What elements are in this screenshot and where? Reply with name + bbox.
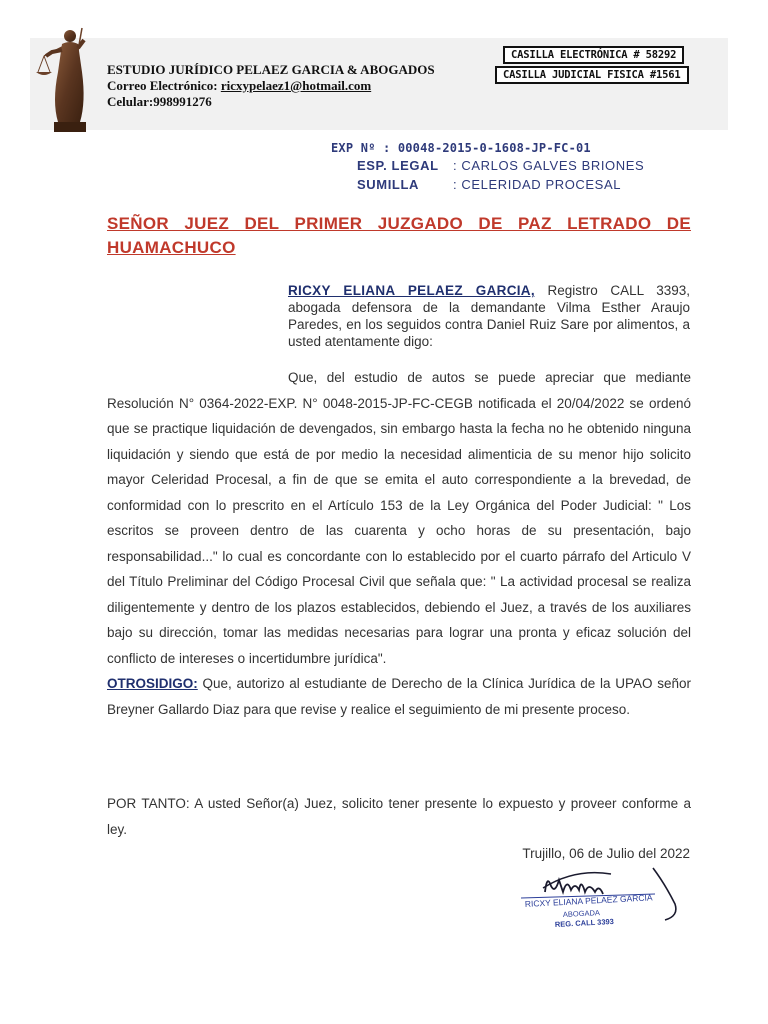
- main-paragraph: Que, del estudio de autos se puede apreciar que mediante Resolución N° 0364-2022-EXP. N° 0048-2015-JP-FC-CEGB notificada el 20/04/2022 se ordenó que se practique liquidación de devengados, sin embargo hasta la fecha no he obtenido ninguna liquidación y siendo que está de por medio la necesidad alimenticia de su menor hijo solicito mayor Celeridad Procesal, a fin de que se emita el auto correspondiente a la brevedad, de conformidad con lo prescrito en el Artículo 153 de la Ley Orgánica del Poder Judicial: " Los escritos se proveen dentro de las cuarenta y ocho horas de su presentación, bajo responsabilidad..." lo cual es concordante con lo establecido por el cuarto párrafo del Articulo V del Título Preliminar del Código Procesal Civil que señala que: " La actividad procesal se realiza diligentemente y dentro de los plazos establecidos, debiendo el Juez, a través de los auxiliares bajo su dirección, tomar las medidas necesarias para lograr una pronta y eficaz solución del conflicto de intereses o incertidumbre jurídica".: [107, 370, 691, 666]
- firm-info: [107, 62, 437, 110]
- addressee-heading: SEÑOR JUEZ DEL PRIMER JUZGADO DE PAZ LETRADO DE HUAMACHUCO: [107, 214, 691, 257]
- firm-name: ESTUDIO JURÍDICO PELAEZ GARCIA & ABOGADOS: [107, 62, 435, 77]
- closing-paragraph: POR TANTO: A usted Señor(a) Juez, solicito tener presente lo expuesto y proveer conforme a ley.: [107, 796, 691, 837]
- document-body: [107, 365, 691, 722]
- casilla-electronica-box: CASILLA ELECTRÓNICA # 58292: [503, 46, 684, 64]
- stamp-name: RICXY ELIANA PELAEZ GARCIA: [524, 892, 653, 909]
- signature-stamp: [515, 864, 695, 934]
- sumilla: [357, 177, 621, 192]
- casilla-judicial-box: CASILLA JUDICIAL FISICA #1561: [495, 66, 689, 84]
- firm-email-line: [107, 78, 437, 94]
- otrosi-paragraph: [107, 671, 691, 722]
- sumilla-value: : CELERIDAD PROCESAL: [453, 177, 622, 192]
- email-label: Correo Electrónico:: [107, 78, 218, 93]
- expediente-number: EXP Nº : 00048-2015-0-1608-JP-FC-01: [331, 141, 591, 155]
- especialista-legal: [357, 158, 644, 173]
- intro-text: Registro CALL 3393, abogada defensora de la demandante Vilma Esther Araujo Paredes, en los seguidos contra Daniel Ruiz Sare por alimentos, a usted atentamente digo:: [288, 283, 691, 349]
- otrosi-text: Que, autorizo al estudiante de Derecho de la Clínica Jurídica de la UPAO señor Breyner Gallardo Diaz para que revise y realice el seguimiento de mi presente proceso.: [107, 676, 691, 717]
- lawyer-name: RICXY ELIANA PELAEZ GARCIA,: [288, 283, 535, 298]
- otrosi-label: OTROSIDIGO:: [107, 676, 198, 691]
- esp-label: ESP. LEGAL: [357, 158, 439, 173]
- esp-value: : CARLOS GALVES BRIONES: [453, 158, 645, 173]
- stamp-title: ABOGADA: [562, 908, 601, 919]
- stamp-registry: REG. CALL 3393: [554, 916, 615, 929]
- email-link[interactable]: ricxypelaez1@hotmail.com: [220, 78, 372, 93]
- sumilla-label: SUMILLA: [357, 177, 419, 192]
- intro-paragraph: [288, 282, 690, 350]
- firm-phone: Celular:998991276: [107, 94, 212, 109]
- lady-justice-logo: [32, 22, 100, 134]
- place-date: Trujillo, 06 de Julio del 2022: [522, 846, 690, 861]
